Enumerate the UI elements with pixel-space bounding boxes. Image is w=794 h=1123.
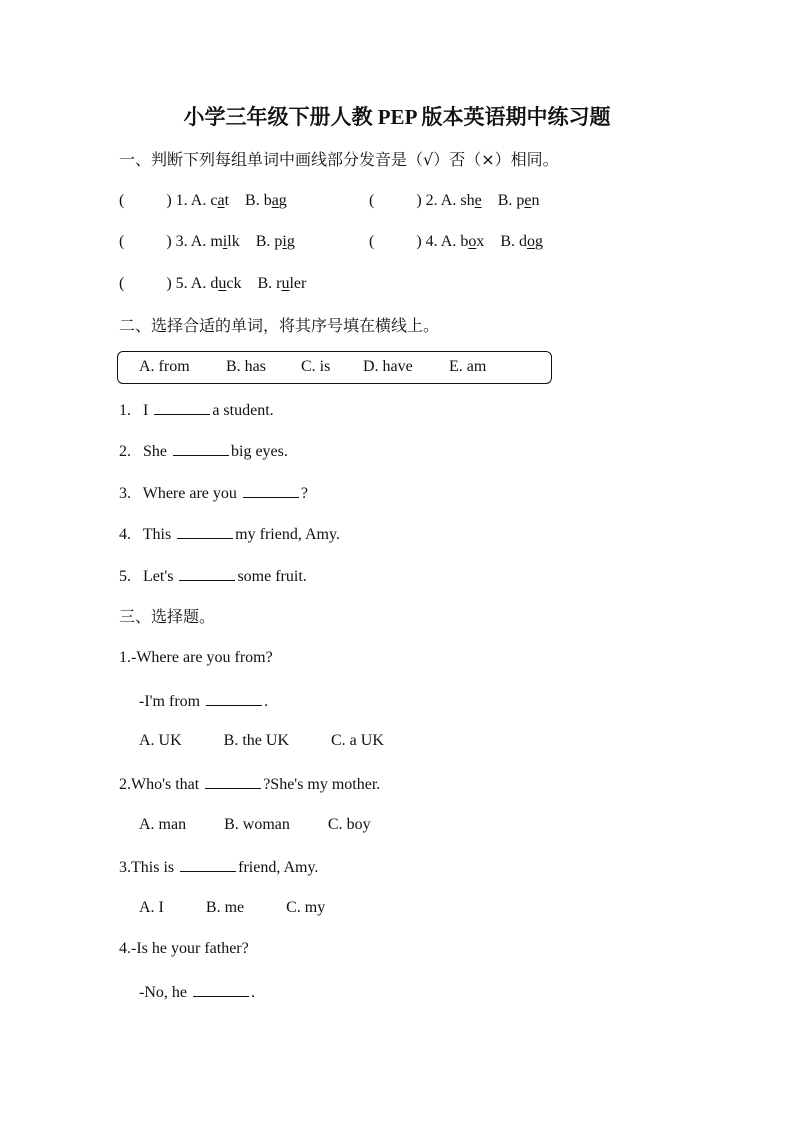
item-number: 2.	[119, 443, 131, 460]
pronunciation-item-2	[369, 192, 539, 210]
choice-b[interactable]: B. woman	[224, 816, 290, 833]
question-1-options	[139, 732, 384, 750]
item-number: 3.	[119, 485, 131, 502]
option-b-word: pig	[274, 233, 295, 250]
option-b-word: bag	[263, 192, 287, 209]
answer-paren-open: (	[119, 192, 125, 209]
section-1-heading: 一、判断下列每组单词中画线部分发音是（√）否（×）相同。	[119, 150, 559, 169]
pronunciation-item-1	[119, 192, 287, 210]
choice-c[interactable]: C. my	[286, 899, 326, 916]
answer-paren-close: )	[416, 233, 422, 250]
option-b-label: B.	[245, 192, 260, 209]
question-3-options	[139, 899, 325, 917]
question-4-line-2: -No, he .	[139, 984, 255, 1001]
option-a-label: A.	[440, 192, 457, 209]
word-bank-box	[117, 351, 552, 384]
answer-paren-open: (	[119, 275, 125, 292]
pronunciation-item-3	[119, 233, 295, 251]
item-number: 4.	[425, 233, 438, 250]
question-2-options	[139, 816, 371, 834]
option-b-label: B.	[500, 233, 516, 250]
pronunciation-item-4	[369, 233, 543, 251]
fill-blank[interactable]	[243, 483, 299, 498]
fill-blank[interactable]	[154, 400, 210, 415]
option-a-word: cat	[210, 192, 230, 209]
option-b-word: dog	[519, 233, 544, 250]
choice-a[interactable]: A. UK	[139, 732, 182, 749]
fill-blank[interactable]	[179, 566, 235, 581]
option-a-word: box	[460, 233, 485, 250]
answer-paren-close: )	[166, 233, 172, 250]
fill-blank[interactable]	[206, 691, 262, 706]
answer-paren-open: (	[369, 233, 375, 250]
choice-b[interactable]: B. me	[205, 899, 245, 916]
item-number: 3.	[175, 233, 188, 250]
option-b-label: B.	[497, 192, 513, 209]
fill-item-1: 1. I a student.	[119, 402, 274, 419]
word-option-a: A. from	[139, 358, 190, 375]
item-number: 1.	[175, 192, 188, 209]
word-option-d: D. have	[363, 358, 413, 375]
fill-blank[interactable]	[177, 524, 233, 539]
item-number: 5.	[175, 275, 188, 292]
question-4-line-1: 4.-Is he your father?	[119, 940, 249, 957]
option-a-label: A.	[190, 275, 207, 292]
item-number: 4.	[119, 526, 131, 543]
choice-a[interactable]: A. I	[139, 899, 164, 916]
page-title: 小学三年级下册人教 PEP 版本英语期中练习题	[183, 105, 611, 129]
fill-item-2: 2. She big eyes.	[119, 443, 288, 460]
choice-a[interactable]: A. man	[139, 816, 187, 833]
section-3-heading: 三、选择题。	[119, 607, 216, 626]
item-number: 5.	[119, 568, 131, 585]
option-a-word: she	[460, 192, 482, 209]
option-a-word: duck	[210, 275, 242, 292]
item-number: 1.	[119, 402, 131, 419]
pronunciation-item-5	[119, 275, 306, 293]
answer-paren-close: )	[166, 275, 172, 292]
fill-blank[interactable]	[205, 774, 261, 789]
item-number: 2.	[425, 192, 438, 209]
fill-item-3: 3. Where are you ?	[119, 485, 308, 502]
choice-b[interactable]: B. the UK	[223, 732, 289, 749]
option-a-word: milk	[210, 233, 240, 250]
fill-item-4: 4. This my friend, Amy.	[119, 526, 340, 543]
fill-item-5: 5. Let's some fruit.	[119, 568, 307, 585]
option-b-label: B.	[257, 275, 273, 292]
answer-paren-close: )	[166, 192, 172, 209]
answer-paren-open: (	[369, 192, 375, 209]
choice-c[interactable]: C. a UK	[331, 732, 384, 749]
option-a-label: A.	[440, 233, 457, 250]
question-3: 3.This is friend, Amy.	[119, 859, 319, 876]
fill-blank[interactable]	[180, 857, 236, 872]
question-2: 2.Who's that ?She's my mother.	[119, 776, 381, 793]
option-b-word: pen	[516, 192, 540, 209]
question-1-line-2: -I'm from .	[139, 693, 269, 710]
answer-paren-open: (	[119, 233, 125, 250]
word-option-e: E. am	[449, 358, 487, 375]
fill-blank[interactable]	[173, 441, 229, 456]
fill-blank[interactable]	[193, 982, 249, 997]
option-a-label: A.	[190, 192, 207, 209]
answer-paren-close: )	[416, 192, 422, 209]
option-b-word: ruler	[276, 275, 307, 292]
option-b-label: B.	[255, 233, 271, 250]
section-2-heading: 二、选择合适的单词，将其序号填在横线上。	[119, 316, 440, 335]
word-option-c: C. is	[301, 358, 331, 375]
question-1-line-1: 1.-Where are you from?	[119, 649, 273, 666]
choice-c[interactable]: C. boy	[327, 816, 371, 833]
word-option-b: B. has	[226, 358, 266, 375]
option-a-label: A.	[190, 233, 207, 250]
